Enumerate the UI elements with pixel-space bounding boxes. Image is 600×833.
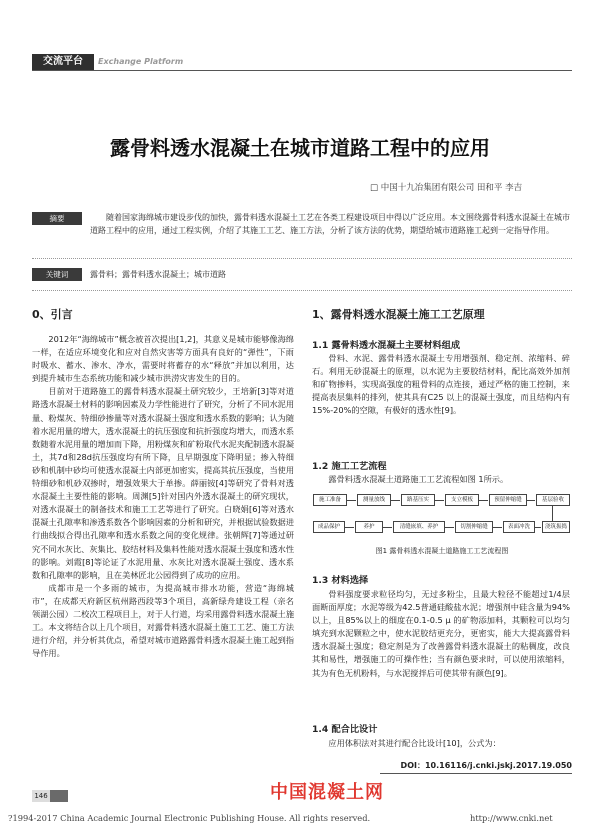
copyright-line: ?1994-2017 China Academic Journal Electronic Publishing House. All rights reserved. bbox=[8, 813, 371, 823]
flow-box-1: 施工准备 bbox=[313, 494, 347, 506]
flow-arrow bbox=[527, 500, 535, 501]
flow-box-11: 表面冲洗 bbox=[503, 521, 535, 533]
flow-arrow bbox=[535, 527, 541, 528]
section14-paragraph: 应用体积法对其进行配合比设计[10]，公式为： bbox=[328, 738, 501, 748]
intro-paragraph-3: 成都市是一个多雨的城市，为提高城市排水功能，营造“海绵城市”，在成都天府新区杭州路西段等3个项目，高新绿舟建设工程（亲名领湖公园）二校次工程项目上，对于人行道，均采用露骨料透水混凝土施工。本文将结合以上几个项目，对露骨料透水混凝土施工工艺、施工方法进行介绍，并分析其优点，希望对城市道路露骨料透水混凝土施工起到指导作用。 bbox=[32, 582, 295, 659]
figure-caption: 图1 露骨料透水混凝土道路施工工艺流程图 bbox=[375, 547, 509, 555]
flow-box-6: 基层验收 bbox=[536, 494, 570, 506]
flow-arrow bbox=[479, 500, 488, 501]
article-title: 露骨料透水混凝土在城市道路工程中的应用 bbox=[110, 136, 490, 160]
flow-arrow bbox=[435, 500, 444, 501]
cnki-link[interactable]: http://www.cnki.net bbox=[470, 813, 553, 823]
section13-text bbox=[312, 588, 570, 680]
footer-logo: 中国混凝土网 bbox=[270, 782, 384, 803]
flow-box-5: 预留伸缩缝 bbox=[489, 494, 527, 506]
flow-chart bbox=[312, 491, 572, 543]
keywords-label: 关键词 bbox=[32, 268, 82, 281]
intro-heading: 0、引言 bbox=[32, 308, 73, 321]
intro-paragraph-1: 2012年“海绵城市”概念被首次提出[1,2]，其意义是城市能够像海绵一样，在适应环境变化和应对自然灾害等方面具有良好的“弹性”，下雨时吸水、蓄水、渗水、净水，需要时将蓄存的水“释放”并加以利用，达到提升城市生态系统功能和减少城市洪涝灾害发生的目的。 bbox=[32, 334, 294, 384]
doi-underline bbox=[380, 773, 572, 774]
flow-box-9: 清缝嵌填、养护 bbox=[393, 521, 445, 533]
section-header-en: Exchange Platform bbox=[98, 57, 184, 66]
section-header bbox=[32, 54, 572, 71]
section11-heading: 1.1 露骨料透水混凝土主要材料组成 bbox=[312, 340, 461, 351]
section14-text bbox=[312, 737, 570, 750]
doi: DOI：10.16116/j.cnki.jskj.2017.19.050 bbox=[400, 761, 572, 770]
flow-box-7: 成品保护 bbox=[313, 521, 345, 533]
flow-arrow bbox=[445, 527, 454, 528]
section12-text bbox=[312, 473, 570, 486]
flow-arrow bbox=[391, 500, 400, 501]
section11-paragraph: 骨料、水泥、露骨料透水混凝土专用增强剂、稳定剂、浓缩料、碎石。利用无砂混凝土的原理，以水泥为主要胶结材料，配比高效外加剂和矿物掺料，实现高强度的粗骨料的点连接，通过严格的施工控制，来提高表层集料的排列，使其具有C25 以上的混凝土强度，而且结构内有15%-20%的空隙，有极好的透水性[9]。 bbox=[312, 353, 570, 416]
flow-arrow bbox=[493, 527, 502, 528]
page-number: 146 bbox=[32, 790, 50, 802]
author-line: □ 中国十九冶集团有限公司 田和平 李吉 bbox=[370, 183, 523, 193]
intro-paragraph-2: 目前对于道路施工的露骨料透水混凝土研究较少，王培新[3]等对道路透水混凝土材料的影响因素及力学性能进行了研究，分析了不同水泥用量、粉煤灰、特细砂掺量等对透水混凝土强度和透水系数的影响；认为随着水泥用量的增大，透水混凝土的抗压强度和抗折强度均增大，而透水系数随着水泥用量的增加而下降，用粉煤灰和矿粉取代水泥夹配制透水混凝土，其7d和28d抗压强度均有所下降，且早期强度下降明显；掺入特细砂和机制中砂均可使透水混凝土内部更加密实，提高其抗压强度，当使用特细砂和机砂双掺时，增强效果大于单掺。薛丽铵[4]等研究了骨料对透水混凝土主要性能的影响。周渊[5]针对国内外透水混凝土的研究现状，对透水混凝土的制备技术和施工工艺等进行了研究。白晓娟[6]等对透水混凝土孔隙率和渗透系数各个影响因素的分析和研究，并根据试验数据进行曲线拟合得出孔隙率和透水系数之间的变化规律。张朝辉[7]等通过研究不同水灰比、灰集比、胶结材料及集料性能对透水混凝土强度和透水性的影响。刘霞[8]等论证了水泥用量、水灰比对透水混凝土强度、透水系数和孔隙率的影响，且在美林匠北公园得到了成功的应用。 bbox=[32, 386, 295, 580]
section12-heading: 1.2 施工工艺流程 bbox=[312, 461, 387, 472]
section13-paragraph: 骨料强度要求粒径均匀，无过多粉尘，且最大粒径不能超过1/4层面断面厚度；水泥等级为42.5普通硅酸盐水泥；增强剂中硅含量为94%以上，且85%以上的细度在0.1-0.5 μ 的矿物添加料，其颗粒可以均匀填充到水泥颗粒之中，使水泥胶结更充分，更密实，能大大提高露骨料透水混凝土强度；稳定剂是为了改善露骨料透水混凝土的粘稠度，改良其和易性，增强施工的可操作性；当有颜色要求时，可以使用浓缩料，其为有色无机粉料，与水泥搅拌后可使其带有颜色[9]。 bbox=[312, 589, 570, 678]
keywords-divider bbox=[32, 290, 572, 291]
flow-box-12: 浇筑振捣 bbox=[542, 521, 570, 533]
section14-heading: 1.4 配合比设计 bbox=[312, 724, 378, 735]
keywords-text: 露骨料；露骨料透水混凝土；城市道路 bbox=[90, 270, 226, 279]
flow-arrow bbox=[347, 500, 356, 501]
flow-box-3: 路基压实 bbox=[401, 494, 435, 506]
flow-connector bbox=[552, 506, 553, 521]
abstract-divider bbox=[32, 258, 572, 259]
flow-box-2: 测量放线 bbox=[357, 494, 391, 506]
section13-heading: 1.3 材料选择 bbox=[312, 575, 369, 586]
section1-heading: 1、露骨料透水混凝土施工工艺原理 bbox=[312, 308, 485, 321]
section-header-cn: 交流平台 bbox=[32, 54, 94, 70]
page-number-tab bbox=[50, 790, 68, 802]
flow-arrow bbox=[345, 527, 354, 528]
flow-arrow bbox=[383, 527, 392, 528]
abstract-label: 摘要 bbox=[32, 212, 82, 225]
flow-box-8: 养护 bbox=[355, 521, 383, 533]
abstract-text: 随着国家海绵城市建设步伐的加快，露骨料透水混凝土工艺在各类工程建设项目中得以广泛应用。本文围绕露骨料透水混凝土在城市道路工程中的应用，通过工程实例，介绍了其施工工艺、施工方法，分析了该方法的优势，期望给城市道路施工起到一定指导作用。 bbox=[90, 213, 570, 235]
left-column-body bbox=[32, 333, 294, 660]
section11-text bbox=[312, 352, 570, 417]
flow-box-4: 支立模板 bbox=[445, 494, 479, 506]
flow-box-10: 切割伸缩缝 bbox=[455, 521, 493, 533]
section12-paragraph: 露骨料透水混凝土道路施工工艺流程如图 1所示。 bbox=[328, 474, 509, 484]
